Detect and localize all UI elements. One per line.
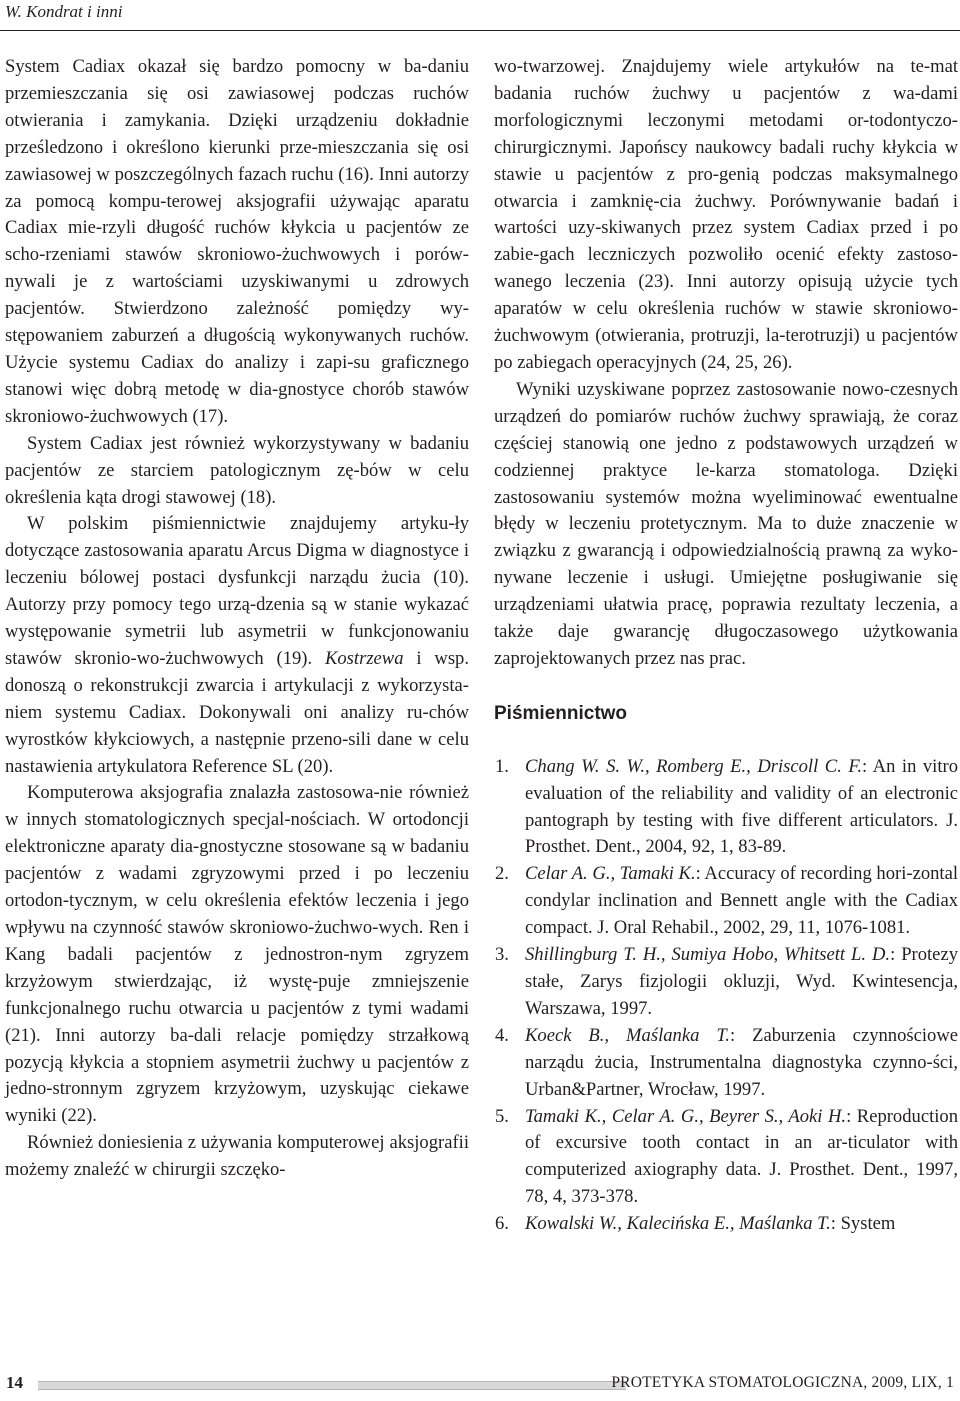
footer [0,1371,960,1399]
left-paragraph: Komputerowa aksjografia znalazła zastosowa-nie również w innych stomatologicznych specjal-nościach. W ortodoncji elektroniczne aparaty dia-gnostyczne stosowane są w badaniu pacjentów z wadami zgryzowymi przed i po leczeniu ortodon-tycznym, w celu określenia efektów leczenia i jego wpływu na czynność stawów skroniowo-żuchwo-wych. Ren i Kang badali pacjentów z jednostron-nym zgryzem krzyżowym stwierdzając, iż wystę-puje zmniejszenie funkcjonalnego ruchu otwarcia u pacjentów z tymi wadami (21). Inni autorzy ba-dali relacje pomiędzy strzałkową pozycją kłykcia a stopniem asymetrii żuchwy u pacjentów z jedno-stronnym zgryzem krzyżowym, uzyskując ciekawe wyniki (22). [5,782,469,1127]
reference-authors: Tamaki K., Celar A. G., Beyrer S., Aoki H. [525,1105,847,1127]
reference-item [494,754,958,862]
reference-authors: Kowalski W., Kalecińska E., Maślanka T. [525,1213,831,1235]
right-paragraph: wo-twarzowej. Znajdujemy wiele artykułów na te-mat badania ruchów żuchwy u pacjentów z wa-dami morfologicznymi leczonymi metodami or-todontyczo-chirurgicznymi. Japońscy naukowcy badali ruchy kłykcia w stawie u pacjentów z pro-genią podczas maksymalnego otwarcia i zamknię-cia żuchwy. Porównywanie badań i wartości uzy-skiwanych przez system Cadiax przed i po zabie-gach leczniczych pozwoliło ocenić efekty zastoso-wanego leczenia (23). Inni autorzy opisują użycie tych aparatów w celu określenia ruchów w stawie skroniowo-żuchwowym (otwierania, protruzji, la-terotruzji) u pacjentów po zabiegach operacyjnych (24, 25, 26). [494,56,958,373]
reference-text: : Zaburzenia czynnościowe narządu żucia, Instrumentalna diagnostyka czynno-ści, Urban&Partner, Wrocław, 1997. [525,1024,959,1100]
reference-number: 4. [495,1024,509,1046]
reference-number: 1. [495,755,509,777]
left-paragraph: System Cadiax okazał się bardzo pomocny w ba-daniu przemieszczania się osi zawiasowej podczas ruchów otwierania i zamykania. Dzięki urządzeniu dokładnie prześledzono i określono kierunki prze-mieszczania się osi zawiasowej w poszczególnych fazach ruchu (16). Inni autorzy za pomocą kompu-terowej aksjografii używając aparatu Cadiax mie-rzyli długość ruchów kłykcia u pacjentów ze scho-rzeniami stawów skroniowo-żuchwowych i porów-nywali je z wartościami uzyskiwanymi u zdrowych pacjentów. Stwierdzono zależność pomiędzy wy-stępowaniem zaburzeń a długością wykonywanych ruchów. Użycie systemu Cadiax do analizy i zapi-su graficznego stanowi więc dobrą metodę w dia-gnostyce chorób stawów skroniowo-żuchwowych (17). [5,56,469,427]
header-rule [0,30,960,31]
reference-number: 3. [495,944,509,966]
references-list [494,754,958,1238]
reference-text: : Accuracy of recording hori-zontal condylar inclination and Bennett angle with the Cadiax compact. J. Oral Rehabil., 2002, 29, 11, 1076-1081. [525,863,959,939]
reference-text: : An in vitro evaluation of the reliability and validity of an electronic pantograph by testing with five different articulators. J. Prosthet. Dent., 2004, 92, 1, 83-89. [525,755,959,858]
reference-number: 5. [495,1105,509,1127]
reference-item [494,942,958,1023]
journal-name: PROTETYKA STOMATOLOGICZNA, 2009, LIX, 1 [611,1374,954,1391]
reference-item [494,1104,958,1212]
reference-item [494,1211,958,1238]
reference-authors: Shillingburg T. H., Sumiya Hobo, Whitsett L. D. [525,944,891,966]
reference-item [494,1023,958,1104]
references-heading: Piśmiennictwo [494,702,628,724]
reference-number: 2. [495,863,509,885]
left-paragraph: Również doniesienia z używania komputerowej aksjografii możemy znaleźć w chirurgii szczęko- [5,1132,469,1181]
right-paragraph: Wyniki uzyskiwane poprzez zastosowanie nowo-czesnych urządzeń do pomiarów ruchów żuchwy sprawiają, że coraz częściej stanowią one jedno z podstawowych urządzeń w codziennej praktyce le-karza stomatologa. Dzięki zastosowaniu systemów można wyeliminować ewentualne błędy w leczeniu protetycznym. Ma to duże znaczenie w związku z gwarancją i odpowiedzialnością prawną za wyko-nywane leczenie i usługi. Umiejętne posługiwanie się urządzeniami ułatwia pracę, poprawia rezultaty leczenia, a także daje gwarancję długoczasowego użytkowania zaprojektowanych przez nas prac. [494,378,958,669]
reference-authors: Celar A. G., Tamaki K. [525,863,696,885]
reference-text: : System [830,1213,896,1235]
reference-text: : Protezy stałe, Zarys fizjologii okluzji, Wyd. Kwintesencja, Warszawa, 1997. [525,944,958,1019]
right-column [494,54,958,1238]
page-number: 14 [6,1373,23,1392]
reference-item [494,861,958,942]
right-paragraphs [494,54,958,673]
reference-number: 6. [495,1213,509,1235]
reference-authors: Chang W. S. W., Romberg E., Driscoll C. F. [525,755,862,777]
running-head: W. Kondrat i inni [5,2,123,21]
reference-authors: Koeck B., Maślanka T. [525,1024,730,1046]
footer-bar [38,1381,626,1390]
left-paragraph: W polskim piśmiennictwie znajdujemy artyku-ły dotyczące zastosowania aparatu Arcus Digma w diagnostyce i leczeniu bólowej postaci dysfunkcji narządu żucia (10). Autorzy przy pomocy tego urzą-dzenia są w stanie wykazać występowanie symetrii lub asymetrii w funkcjonowaniu stawów skronio-wo-żuchwowych (19). Kostrzewa i wsp. donoszą o rekonstrukcji zwarcia i artykulacji z wykorzysta-niem systemu Cadiax. Dokonywali oni analizy ru-chów wyrostków kłykciowych, a następnie przeno-sili dane w celu nastawienia artykulatora Reference SL (20). [5,513,469,777]
left-column [5,54,469,1184]
reference-text: : Reproduction of excursive tooth contact in an ar-ticulator with computerized axiography data. J. Prosthet. Dent., 1997, 78, 4, 373-378. [525,1105,959,1208]
left-paragraph: System Cadiax jest również wykorzystywany w badaniu pacjentów ze starciem patologicznym zę-bów w celu określenia kąta drogi stawowej (18). [5,432,469,508]
